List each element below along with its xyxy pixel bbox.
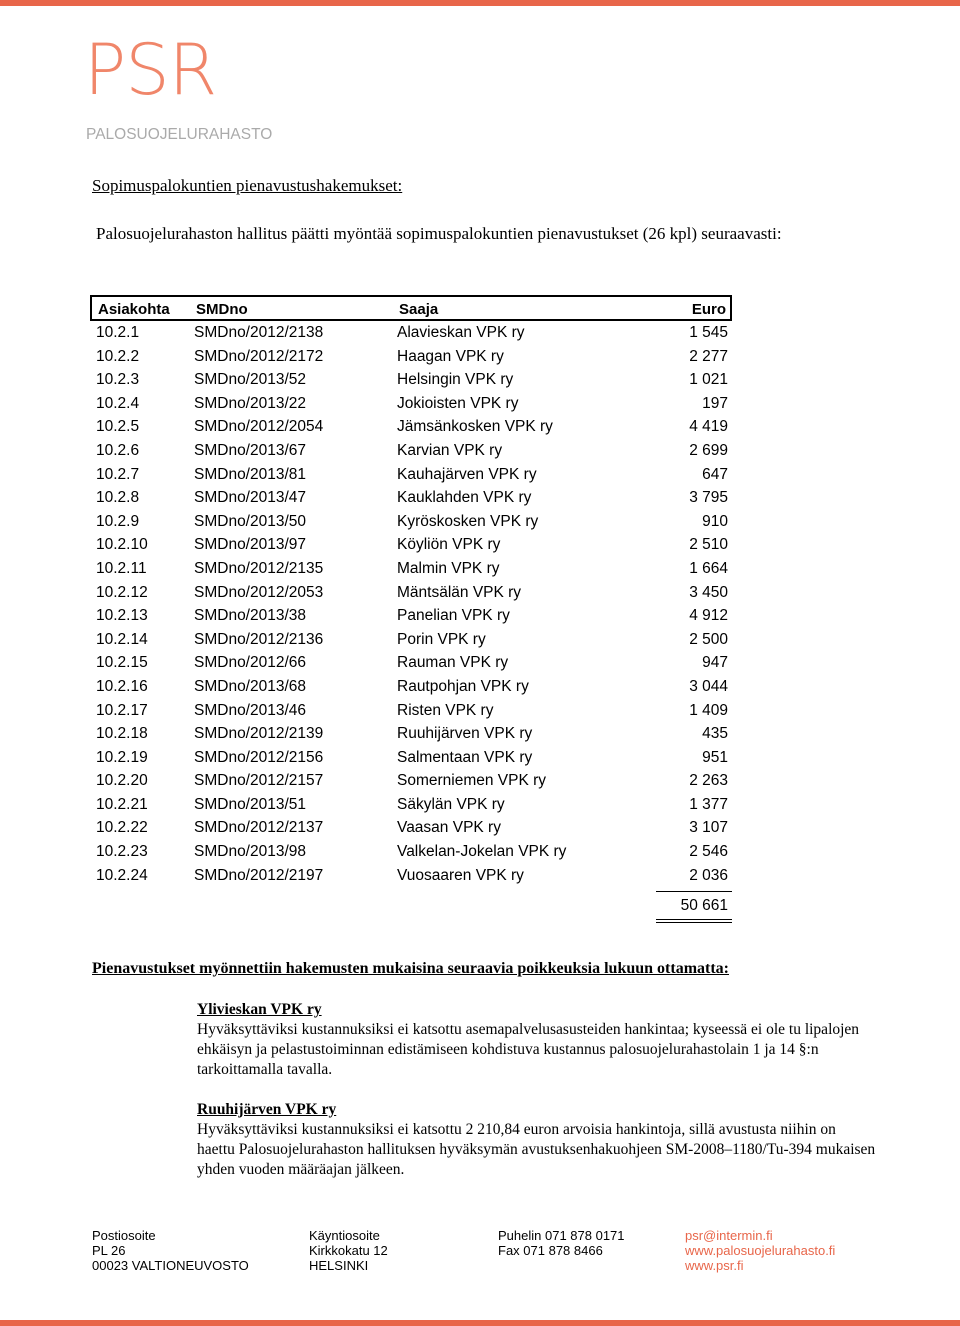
cell-euro: 1 545	[689, 324, 728, 341]
cell-asiakohta: 10.2.6	[96, 441, 140, 459]
cell-smdno: SMDno/2012/66	[194, 654, 307, 672]
table-row	[90, 345, 732, 369]
cell-saaja: Vaasan VPK ry	[397, 819, 501, 837]
footer-line: Fax 071 878 8466	[498, 1243, 603, 1258]
cell-smdno: SMDno/2012/2156	[194, 748, 324, 766]
cell-asiakohta: 10.2.24	[96, 866, 148, 884]
cell-saaja: Säkylän VPK ry	[397, 795, 505, 813]
cell-asiakohta: 10.2.11	[96, 559, 147, 577]
cell-asiakohta: 10.2.3	[96, 371, 140, 389]
exceptions-heading: Pienavustukset myönnettiin hakemusten mukaisina seuraavia poikkeuksia lukuun ottamatta:	[92, 960, 730, 977]
cell-saaja: Helsingin VPK ry	[397, 371, 514, 389]
logo-subtitle: PALOSUOJELURAHASTO	[86, 126, 273, 143]
cell-saaja: Mäntsälän VPK ry	[397, 583, 522, 601]
cell-asiakohta: 10.2.23	[96, 843, 148, 861]
total-row	[90, 887, 732, 925]
cell-asiakohta: 10.2.2	[96, 347, 140, 365]
grants-table	[90, 295, 732, 925]
cell-smdno: SMDno/2013/81	[194, 465, 307, 483]
footer-postal-address	[92, 1228, 249, 1273]
cell-smdno: SMDno/2013/50	[194, 512, 307, 530]
cell-asiakohta: 10.2.8	[96, 489, 140, 507]
footer-line: Kirkkokatu 12	[309, 1243, 388, 1258]
total-value: 50 661	[680, 897, 728, 915]
cell-saaja: Malmin VPK ry	[397, 559, 500, 577]
table-row	[90, 769, 732, 793]
table-row	[90, 864, 732, 888]
cell-asiakohta: 10.2.14	[96, 630, 148, 648]
table-row	[90, 415, 732, 439]
cell-asiakohta: 10.2.15	[96, 654, 148, 672]
psr-logo	[84, 29, 273, 145]
cell-euro: 4 912	[689, 607, 728, 625]
cell-euro: 2 510	[689, 536, 728, 554]
exception-title: Ylivieskan VPK ry	[197, 1001, 322, 1018]
cell-smdno: SMDno/2013/52	[194, 371, 307, 389]
exception-title: Ruuhijärven VPK ry	[197, 1101, 337, 1118]
cell-euro: 197	[702, 394, 728, 412]
cell-asiakohta: 10.2.1	[96, 324, 140, 341]
footer-line: Puhelin 071 878 0171	[498, 1228, 625, 1243]
cell-euro: 3 795	[689, 489, 728, 507]
exception-ylivieska	[197, 1000, 877, 1080]
cell-euro: 3 044	[689, 677, 728, 695]
top-accent-bar	[0, 0, 960, 6]
bottom-accent-bar	[0, 1320, 960, 1326]
cell-asiakohta: 10.2.17	[96, 701, 148, 719]
intro-paragraph: Palosuojelurahaston hallitus päätti myöntää sopimuspalokuntien pienavustukset (26 kpl) seuraavasti:	[96, 224, 782, 243]
footer-line: Käyntiosoite	[309, 1228, 380, 1243]
cell-smdno: SMDno/2013/67	[194, 441, 307, 459]
cell-euro: 2 500	[689, 630, 728, 648]
cell-euro: 2 546	[689, 843, 728, 861]
table-row	[90, 463, 732, 487]
cell-smdno: SMDno/2013/46	[194, 701, 307, 719]
cell-smdno: SMDno/2013/97	[194, 536, 307, 554]
cell-saaja: Jämsänkosken VPK ry	[397, 418, 553, 436]
cell-smdno: SMDno/2012/2197	[194, 866, 324, 884]
header-saaja: Saaja	[399, 301, 439, 318]
footer-line: 00023 VALTIONEUVOSTO	[92, 1258, 249, 1273]
cell-euro: 1 409	[689, 701, 728, 719]
cell-smdno: SMDno/2013/98	[194, 843, 307, 861]
exception-text: Hyväksyttäviksi kustannuksiksi ei katsottu 2 210,84 euron arvoisia hankintoja, sillä avustusta niihin on haettu Palosuojelurahaston hallituksen hyväksymän avustuksenhakuohjeen SM-2008–1180/Tu-394 mukaisen yhden vuoden määräajan jälkeen.	[197, 1121, 876, 1178]
cell-smdno: SMDno/2013/22	[194, 394, 307, 412]
cell-saaja: Valkelan-Jokelan VPK ry	[397, 843, 567, 861]
cell-smdno: SMDno/2013/68	[194, 677, 307, 695]
website-short-link[interactable]: www.psr.fi	[685, 1258, 744, 1273]
footer-visiting-address	[309, 1228, 388, 1273]
cell-euro: 3 107	[689, 819, 728, 837]
cell-saaja: Porin VPK ry	[397, 630, 486, 648]
page-title: Sopimuspalokuntien pienavustushakemukset:	[92, 176, 403, 195]
logo-mark: PSR	[84, 29, 217, 111]
table-header	[90, 295, 732, 321]
cell-saaja: Salmentaan VPK ry	[397, 748, 533, 766]
cell-saaja: Ruuhijärven VPK ry	[397, 725, 533, 743]
table-row	[90, 840, 732, 864]
cell-euro: 435	[702, 725, 728, 743]
footer-line: PL 26	[92, 1243, 126, 1258]
cell-asiakohta: 10.2.18	[96, 725, 148, 743]
table-row	[90, 746, 732, 770]
table-row	[90, 557, 732, 581]
footer-line: Postiosoite	[92, 1228, 156, 1243]
table-row	[90, 392, 732, 416]
table-row	[90, 321, 732, 345]
cell-euro: 647	[702, 465, 728, 483]
cell-asiakohta: 10.2.12	[96, 583, 148, 601]
cell-saaja: Alavieskan VPK ry	[397, 324, 525, 341]
cell-asiakohta: 10.2.9	[96, 512, 140, 530]
cell-euro: 1 021	[689, 371, 728, 389]
website-link[interactable]: www.palosuojelurahasto.fi	[685, 1243, 836, 1258]
cell-euro: 2 277	[689, 347, 728, 365]
cell-saaja: Kauklahden VPK ry	[397, 489, 532, 507]
cell-saaja: Jokioisten VPK ry	[397, 394, 519, 412]
cell-smdno: SMDno/2012/2157	[194, 772, 324, 790]
exception-text: Hyväksyttäviksi kustannuksiksi ei katsottu asemapalvelusasusteiden hankintaa; kyseessä ei ole tu lipalojen ehkäisyn ja pelastustoiminnan edistämiseen kohdistuva kustannus palosuojelurahastolain 1 ja 14 §:n tarkoittamalla tavalla.	[197, 1021, 860, 1078]
cell-saaja: Rautpohjan VPK ry	[397, 677, 529, 695]
cell-euro: 951	[702, 748, 728, 766]
cell-smdno: SMDno/2012/2135	[194, 559, 324, 577]
cell-saaja: Rauman VPK ry	[397, 654, 509, 672]
cell-asiakohta: 10.2.10	[96, 536, 148, 554]
cell-euro: 4 419	[689, 418, 728, 436]
cell-euro: 3 450	[689, 583, 728, 601]
cell-smdno: SMDno/2012/2136	[194, 630, 324, 648]
cell-euro: 2 036	[689, 866, 728, 884]
cell-saaja: Kyröskosken VPK ry	[397, 512, 539, 530]
table-row	[90, 722, 732, 746]
header-smdno: SMDno	[196, 301, 248, 318]
table-row	[90, 533, 732, 557]
cell-smdno: SMDno/2012/2138	[194, 324, 324, 341]
table-row	[90, 699, 732, 723]
cell-euro: 1 377	[689, 795, 728, 813]
table-row	[90, 581, 732, 605]
cell-saaja: Panelian VPK ry	[397, 607, 510, 625]
cell-saaja: Somerniemen VPK ry	[397, 772, 547, 790]
cell-asiakohta: 10.2.16	[96, 677, 148, 695]
cell-saaja: Risten VPK ry	[397, 701, 494, 719]
cell-smdno: SMDno/2013/47	[194, 489, 307, 507]
total-rule-double-2	[656, 922, 732, 923]
total-rule-double-1	[656, 919, 732, 920]
cell-smdno: SMDno/2013/38	[194, 607, 307, 625]
cell-asiakohta: 10.2.7	[96, 465, 140, 483]
table-row	[90, 651, 732, 675]
cell-smdno: SMDno/2012/2137	[194, 819, 324, 837]
cell-euro: 910	[702, 512, 728, 530]
cell-smdno: SMDno/2012/2053	[194, 583, 324, 601]
cell-asiakohta: 10.2.4	[96, 394, 140, 412]
cell-asiakohta: 10.2.21	[96, 795, 148, 813]
table-row	[90, 793, 732, 817]
exception-ruuhijarvi	[197, 1100, 877, 1180]
cell-asiakohta: 10.2.19	[96, 748, 148, 766]
cell-saaja: Vuosaaren VPK ry	[397, 866, 524, 884]
cell-saaja: Karvian VPK ry	[397, 441, 503, 459]
table-row	[90, 510, 732, 534]
header-euro: Euro	[691, 301, 726, 318]
cell-smdno: SMDno/2012/2139	[194, 725, 324, 743]
table-row	[90, 439, 732, 463]
table-row	[90, 675, 732, 699]
footer-phone	[498, 1228, 625, 1258]
cell-saaja: Haagan VPK ry	[397, 347, 504, 365]
cell-saaja: Kauhajärven VPK ry	[397, 465, 537, 483]
table-row	[90, 604, 732, 628]
cell-smdno: SMDno/2012/2172	[194, 347, 324, 365]
cell-asiakohta: 10.2.22	[96, 819, 148, 837]
table-row	[90, 368, 732, 392]
cell-asiakohta: 10.2.20	[96, 772, 148, 790]
table-row	[90, 816, 732, 840]
footer-line: HELSINKI	[309, 1258, 369, 1273]
cell-euro: 2 263	[689, 772, 728, 790]
footer-web	[685, 1228, 835, 1273]
cell-asiakohta: 10.2.5	[96, 418, 140, 436]
table-body	[90, 321, 732, 887]
cell-smdno: SMDno/2013/51	[194, 795, 307, 813]
table-row	[90, 628, 732, 652]
cell-smdno: SMDno/2012/2054	[194, 418, 324, 436]
cell-euro: 1 664	[689, 559, 728, 577]
header-asiakohta: Asiakohta	[98, 301, 170, 318]
cell-euro: 947	[702, 654, 728, 672]
cell-euro: 2 699	[689, 441, 728, 459]
cell-saaja: Köyliön VPK ry	[397, 536, 501, 554]
total-rule-top	[656, 891, 732, 892]
email-link[interactable]: psr@intermin.fi	[685, 1228, 773, 1243]
cell-asiakohta: 10.2.13	[96, 607, 148, 625]
table-row	[90, 486, 732, 510]
